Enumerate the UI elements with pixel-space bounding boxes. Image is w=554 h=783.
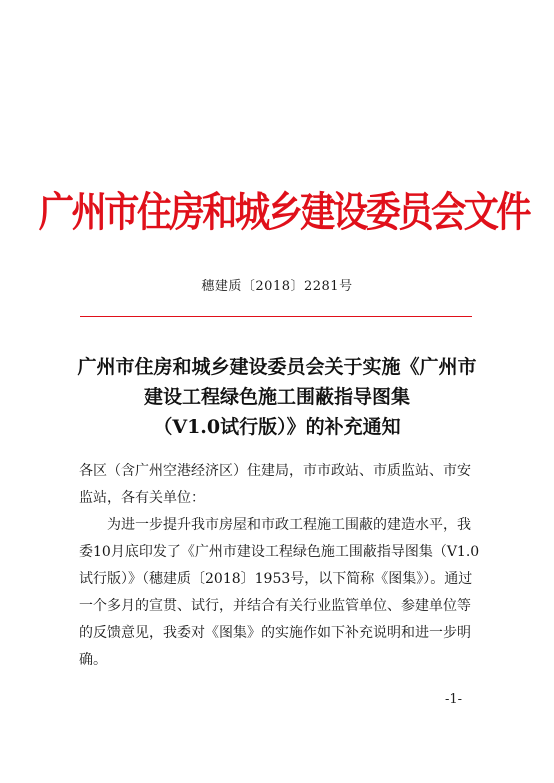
body-line: 一个多月的宣贯、试行，并结合有关行业监管单位、参建单位等 (79, 598, 471, 614)
notice-title-line: 广州市住房和城乡建设委员会关于实施《广州市 (77, 356, 477, 378)
issuer-header: 广州市住房和城乡建设委员会文件 (38, 188, 529, 236)
body-line-addressee: 各区（含广州空港经济区）住建局，市市政站、市质监站、市安 (79, 463, 471, 479)
body-line: 为进一步提升我市房屋和市政工程施工围蔽的建造水平，我 (107, 517, 471, 533)
body-line: 确。 (79, 652, 107, 668)
body-line-addressee: 监站，各有关单位： (79, 490, 205, 506)
notice-title (40, 352, 514, 442)
page-number: -1- (445, 692, 463, 707)
document-number: 穗建质〔2018〕2281号 (201, 279, 353, 294)
body-line: 委10月底印发了《广州市建设工程绿色施工围蔽指导图集（V1.0 (79, 544, 480, 560)
notice-title-line: 建设工程绿色施工围蔽指导图集 (143, 386, 410, 408)
notice-title-line: （V1.0试行版）》的补充通知 (153, 416, 401, 438)
notice-body (79, 458, 483, 674)
red-divider-line (80, 316, 472, 317)
body-line: 的反馈意见，我委对《图集》的实施作如下补充说明和进一步明 (79, 625, 471, 641)
body-line: 试行版）》（穗建质〔2018〕1953号，以下简称《图集》）。通过 (79, 571, 473, 587)
